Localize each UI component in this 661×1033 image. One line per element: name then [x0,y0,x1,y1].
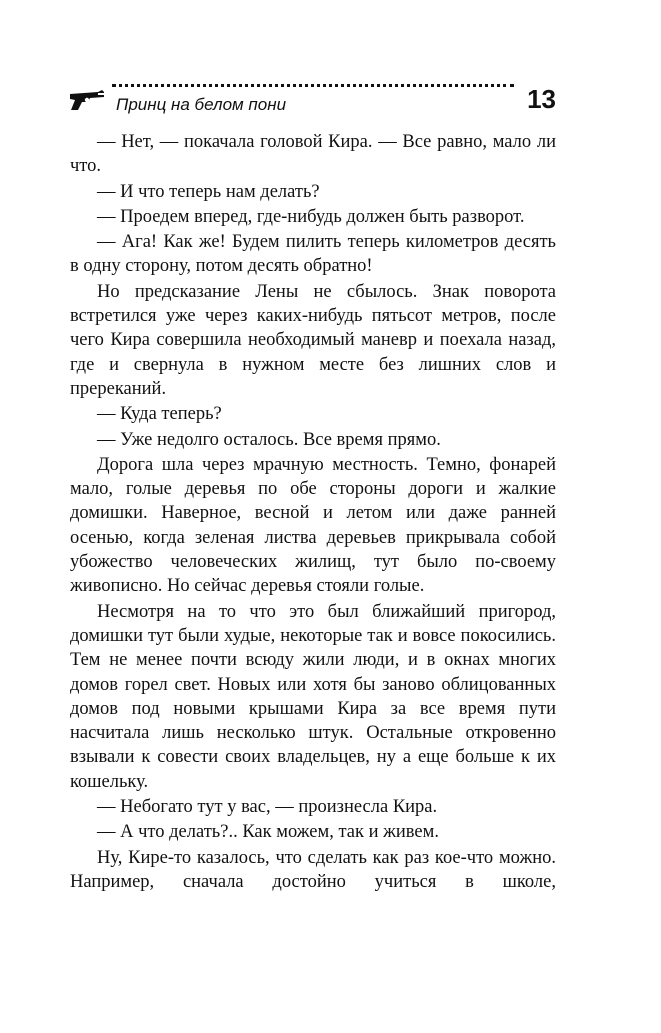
paragraph: Но предсказание Лены не сбылось. Знак поворота встретился уже через каких-нибудь пятьсот метров, после чего Кира совершила необходимый маневр и поехала назад, где и свернула в нужном месте без лишних слов и пререканий. [70,281,556,399]
paragraph: — Куда теперь? [97,404,222,425]
paragraph: Несмотря на то что это был ближайший пригород, домишки тут были худые, некоторые так и вовсе покосились. Тем не менее почти всюду жили люди, и в окнах многих домов горел свет. Новых или хотя бы заново облицованных домов под новыми крышами Кира за все время пути насчитала лишь несколько штук. Остальные откровенно взывали к совести своих владельцев, ну а еще больше к их кошельку. [70,601,556,792]
paragraph: — А что делать?.. Как можем, так и живем. [97,822,439,843]
paragraph: — Уже недолго осталось. Все время прямо. [97,429,441,450]
revolver-icon [68,88,108,112]
body-text [70,130,556,894]
paragraph: — Небогато тут у вас, — произнесла Кира. [97,797,438,818]
paragraph: — Проедем вперед, где-нибудь должен быть разворот. [97,206,525,227]
paragraph: — Нет, — покачала головой Кира. — Все равно, мало ли что. [70,132,556,177]
paragraph: Дорога шла через мрачную местность. Темно, фонарей мало, голые деревья по обе стороны дороги и жалкие домишки. Наверное, весной и летом или даже ранней осенью, когда зеленая листва деревьев прикрывала собой убожество человеческих жилищ, тут было по-своему живописно. Но сейчас деревья стояли голые. [70,454,556,597]
paragraph: — И что теперь нам делать? [97,181,320,202]
paragraph: Ну, Кире-то казалось, что сделать как раз кое-что можно. Например, сначала достойно учиться в школе, [70,847,556,892]
page-number: 13 [527,84,556,114]
header-dotted-rule [112,84,514,87]
running-header [68,78,556,122]
series-title: Принц на белом пони [116,95,287,114]
paragraph: — Ага! Как же! Будем пилить теперь километров десять в одну сторону, потом десять обратно! [70,232,556,277]
